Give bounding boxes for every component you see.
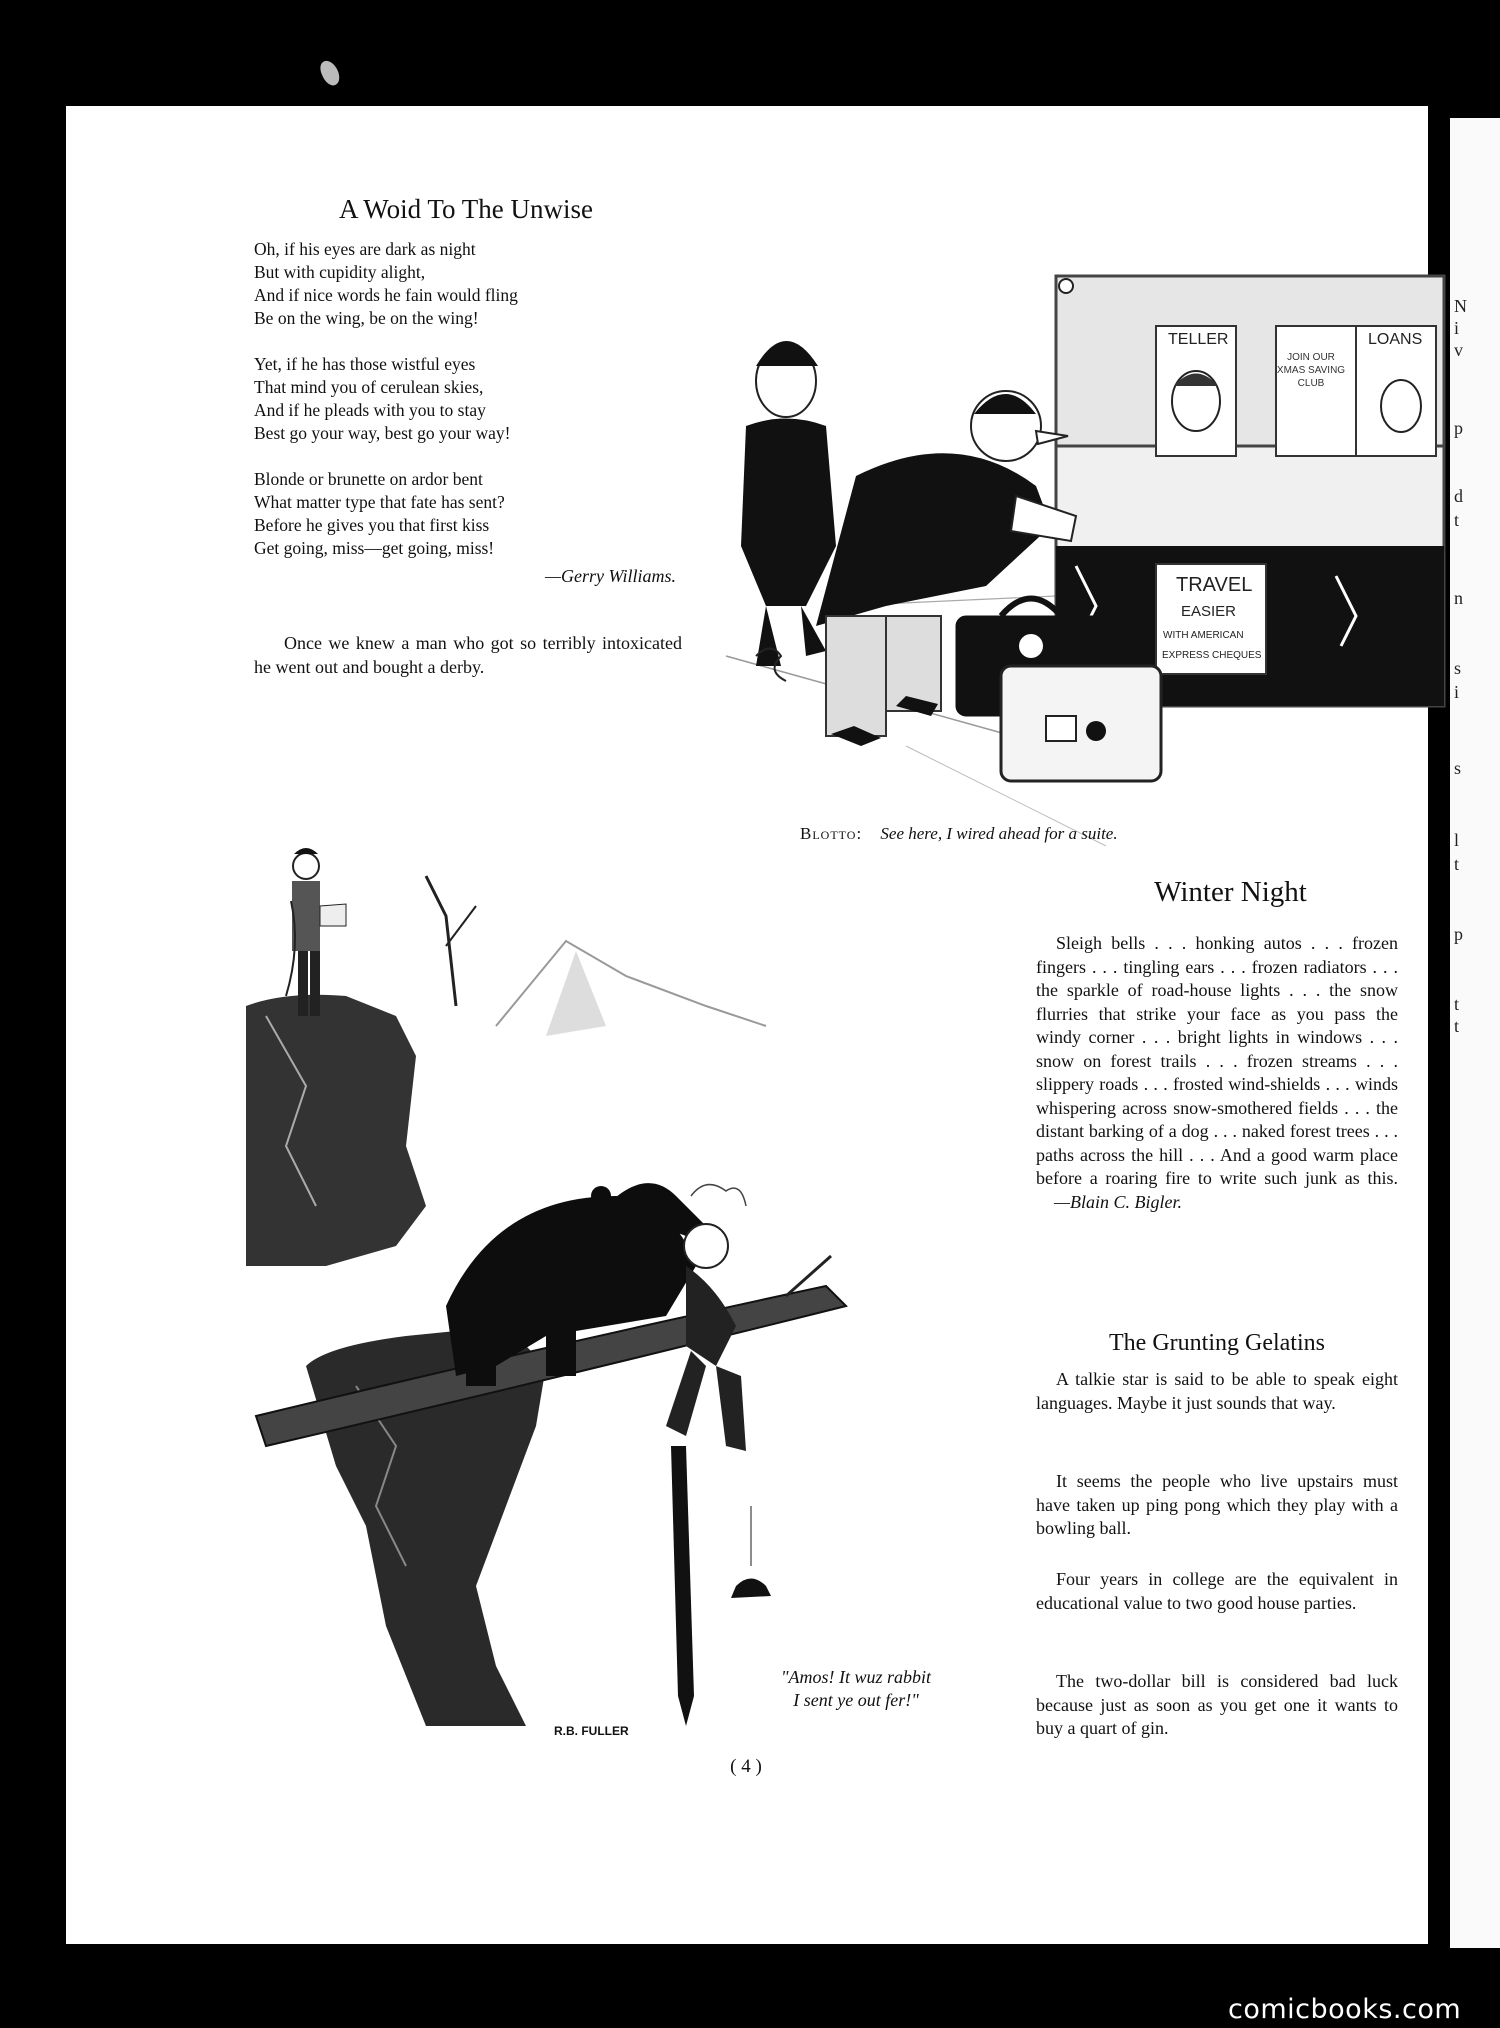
facing-page-fragment: N <box>1454 296 1467 316</box>
stanza-break <box>254 330 684 353</box>
facing-page-fragment: s <box>1454 758 1462 778</box>
easier-sign: EASIER <box>1181 603 1237 620</box>
teller-sign: TELLER <box>1168 331 1229 348</box>
facing-page-fragment: d <box>1454 486 1463 506</box>
poem-line: And if he pleads with you to stay <box>254 400 486 420</box>
cartoon-caption-2 <box>706 1666 1006 1712</box>
grunting-gelatins-title: The Grunting Gelatins <box>1109 1330 1325 1356</box>
club-sign-wrap <box>1274 351 1348 431</box>
gelatin-paragraph-1: A talkie star is said to be able to speak eight languages. Maybe it just sounds that way. <box>1036 1369 1398 1413</box>
travel-sign: TRAVEL <box>1176 574 1253 596</box>
winter-night-author: —Blain C. Bigler. <box>1054 1191 1183 1212</box>
winter-night-title: Winter Night <box>1154 876 1307 908</box>
facing-page-fragment: v <box>1454 340 1463 360</box>
express-sign: EXPRESS CHEQUES <box>1162 650 1262 661</box>
facing-page-fragment: t <box>1454 854 1460 874</box>
winter-night-text: Sleigh bells . . . honking autos . . . frozen fingers . . . tingling ears . . . frozen radiators . . . the sparkle of road-house lights . . . the snow flurries that strike your face as you pass the windy corner . . . bright lights in windows . . . snow on forest trails . . . frozen streams . . . slippery roads . . . frosted wind-shields . . . winds whispering across snow-smothered fields . . . the distant barking of a dog . . . naked forest trees . . . paths across the hill . . . And a good warm place before a roaring fire to write such junk as this. <box>1036 933 1398 1188</box>
poem-line: But with cupidity alight, <box>254 262 426 282</box>
poem-title: A Woid To The Unwise <box>339 194 593 224</box>
facing-page-fragment: l <box>1454 830 1460 850</box>
gelatin-paragraph-3: Four years in college are the equivalent in educational value to two good house parties. <box>1036 1569 1398 1613</box>
club-sign: JOIN OUR XMAS SAVING CLUB <box>1276 352 1346 389</box>
american-sign: WITH AMERICAN <box>1163 630 1244 641</box>
poem-line: Get going, miss—get going, miss! <box>254 538 495 558</box>
poem-line: That mind you of cerulean skies, <box>254 377 484 397</box>
facing-page-fragment: t <box>1454 510 1460 530</box>
poem-line: Before he gives you that first kiss <box>254 515 490 535</box>
facing-page-fragment: p <box>1454 924 1463 944</box>
caption-line-2: I sent ye out fer!" <box>793 1690 919 1710</box>
poem-line: Be on the wing, be on the wing! <box>254 308 479 328</box>
caption-speaker: Blotto: <box>800 824 863 843</box>
poem-author: —Gerry Williams. <box>544 566 676 586</box>
watermark: comicbooks.com <box>1228 1994 1462 2025</box>
page-number: ( 4 ) <box>730 1756 762 1777</box>
facing-page-fragment: i <box>1454 318 1460 338</box>
gelatin-paragraph-4: The two-dollar bill is considered bad luck because just as soon as you get one it wants to buy a quart of gin. <box>1036 1671 1398 1738</box>
poem-line: Best go your way, best go your way! <box>254 423 511 443</box>
facing-page-edge <box>1450 118 1500 1948</box>
magazine-page <box>66 106 1428 1944</box>
facing-page-fragment: s <box>1454 658 1462 678</box>
facing-page-fragment: n <box>1454 588 1463 608</box>
dust-speck <box>317 58 342 88</box>
caption-line-1: "Amos! It wuz rabbit <box>780 1667 932 1687</box>
facing-page-fragment: t <box>1454 994 1460 1014</box>
loans-sign: LOANS <box>1368 331 1423 348</box>
poem-line: Oh, if his eyes are dark as night <box>254 239 476 259</box>
artist-signature: R.B. FULLER <box>554 1724 629 1738</box>
winter-night-body <box>1036 932 1398 1214</box>
poem-line: What matter type that fate has sent? <box>254 492 505 512</box>
poem-line: Blonde or brunette on ardor bent <box>254 469 483 489</box>
cartoon-bear-log <box>246 726 1026 1736</box>
facing-page-fragment: p <box>1454 418 1463 438</box>
poem-body <box>254 238 684 560</box>
stanza-break <box>254 445 684 468</box>
poem-line: Yet, if he has those wistful eyes <box>254 354 476 374</box>
joke-derby: Once we knew a man who got so terribly intoxicated he went out and bought a derby. <box>254 633 682 677</box>
cartoon-bear-log-drawing <box>246 726 1026 1736</box>
facing-page-fragment: t <box>1454 1016 1460 1036</box>
facing-page-fragment: i <box>1454 682 1460 702</box>
poem-line: And if nice words he fain would fling <box>254 285 518 305</box>
caption-text: See here, I wired ahead for a suite. <box>880 824 1118 843</box>
gelatin-paragraph-2: It seems the people who live upstairs must have taken up ping pong which they play with a bowling ball. <box>1036 1471 1398 1538</box>
